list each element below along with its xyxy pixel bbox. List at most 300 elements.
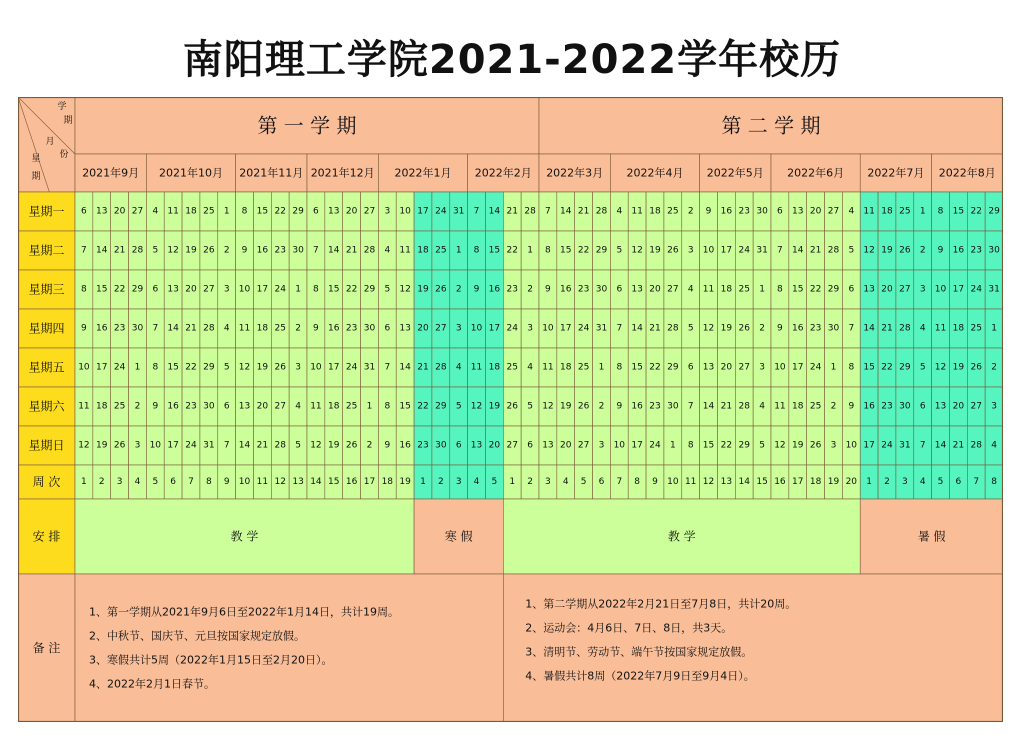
day-number: 10 bbox=[934, 284, 947, 295]
day-number: 29 bbox=[131, 284, 144, 295]
day-number: 15 bbox=[328, 284, 340, 295]
week-number: 17 bbox=[792, 477, 804, 487]
day-number: 27 bbox=[435, 323, 447, 334]
day-number: 30 bbox=[292, 245, 304, 256]
week-number: 1 bbox=[81, 477, 87, 487]
week-number: 4 bbox=[134, 477, 141, 487]
day-number: 2 bbox=[830, 401, 837, 412]
week-number: 3 bbox=[545, 477, 551, 487]
day-number: 12 bbox=[310, 440, 322, 451]
day-number: 10 bbox=[238, 284, 251, 295]
day-number: 28 bbox=[524, 206, 536, 217]
day-number: 22 bbox=[417, 401, 429, 412]
day-number: 15 bbox=[792, 284, 804, 295]
week-number: 19 bbox=[827, 477, 840, 487]
day-number: 29 bbox=[435, 401, 447, 412]
schedule-label-teaching: 教 学 bbox=[230, 529, 259, 544]
day-number: 12 bbox=[631, 245, 643, 256]
day-number: 9 bbox=[777, 323, 783, 334]
day-number: 23 bbox=[970, 245, 982, 256]
day-number: 7 bbox=[384, 362, 391, 373]
day-number: 23 bbox=[506, 284, 518, 295]
day-number: 7 bbox=[81, 245, 87, 256]
day-number: 1 bbox=[669, 440, 676, 451]
day-number: 25 bbox=[113, 401, 126, 412]
day-number: 1 bbox=[295, 284, 301, 295]
day-number: 16 bbox=[167, 401, 179, 412]
page-title: 南阳理工学院2021-2022学年校历 bbox=[182, 37, 842, 83]
day-number: 19 bbox=[560, 401, 572, 412]
day-number: 9 bbox=[848, 401, 855, 412]
day-number: 15 bbox=[256, 206, 269, 217]
day-number: 26 bbox=[667, 245, 679, 256]
week-number: 3 bbox=[455, 477, 462, 487]
day-number: 9 bbox=[616, 401, 623, 412]
month-label: 2022年1月 bbox=[394, 166, 452, 180]
note-left-line: 1、第一学期从2021年9月6日至2022年1月14日，共计19周。 bbox=[89, 605, 399, 619]
corner-month-label-2: 份 bbox=[59, 150, 69, 160]
day-number: 13 bbox=[399, 323, 411, 334]
week-number: 13 bbox=[720, 477, 733, 487]
day-number: 14 bbox=[702, 401, 715, 412]
day-number: 3 bbox=[384, 206, 391, 217]
day-number: 30 bbox=[595, 284, 608, 295]
day-number: 25 bbox=[435, 245, 447, 256]
day-number: 17 bbox=[720, 245, 733, 256]
day-number: 20 bbox=[809, 206, 822, 217]
day-number: 23 bbox=[649, 401, 661, 412]
day-number: 11 bbox=[863, 206, 875, 217]
day-number: 3 bbox=[455, 323, 462, 334]
day-number: 26 bbox=[809, 440, 822, 451]
day-number: 2 bbox=[991, 362, 997, 373]
day-number: 2 bbox=[295, 323, 301, 334]
week-number: 1 bbox=[420, 477, 426, 487]
day-number: 15 bbox=[167, 362, 179, 373]
corner-semester-label: 学 bbox=[57, 102, 67, 112]
note-right-line: 2、运动会：4月6日、7日、8日，共3天。 bbox=[525, 621, 733, 635]
day-number: 13 bbox=[863, 284, 875, 295]
day-number: 6 bbox=[313, 206, 319, 217]
day-number: 1 bbox=[598, 362, 605, 373]
week-number: 7 bbox=[188, 477, 194, 487]
day-number: 24 bbox=[506, 323, 518, 334]
day-number: 12 bbox=[399, 284, 411, 295]
day-number: 3 bbox=[919, 284, 926, 295]
weekday-label: 星期四 bbox=[28, 321, 65, 336]
day-number: 19 bbox=[256, 362, 269, 373]
day-number: 19 bbox=[328, 440, 340, 451]
day-number: 16 bbox=[863, 401, 875, 412]
day-number: 11 bbox=[542, 362, 554, 373]
day-number: 24 bbox=[274, 284, 286, 295]
day-number: 6 bbox=[527, 440, 533, 451]
day-number: 16 bbox=[631, 401, 643, 412]
note-right-line: 4、暑假共计8周（2022年7月9日至9月4日）。 bbox=[525, 669, 755, 683]
day-number: 30 bbox=[988, 245, 1000, 256]
day-number: 25 bbox=[809, 401, 822, 412]
day-number: 10 bbox=[542, 323, 554, 334]
day-number: 18 bbox=[328, 401, 340, 412]
month-label: 2022年6月 bbox=[787, 166, 845, 180]
weekday-label: 星期三 bbox=[28, 282, 65, 297]
day-number: 26 bbox=[203, 245, 215, 256]
week-number: 4 bbox=[473, 477, 480, 487]
month-label: 2021年12月 bbox=[310, 166, 375, 180]
day-number: 5 bbox=[455, 401, 462, 412]
week-number: 12 bbox=[274, 477, 286, 487]
semester-1-title: 第 一 学 期 bbox=[257, 113, 357, 138]
day-number: 28 bbox=[274, 440, 286, 451]
week-number: 2 bbox=[437, 477, 444, 487]
day-number: 2 bbox=[759, 323, 765, 334]
day-number: 11 bbox=[702, 284, 715, 295]
day-number: 4 bbox=[848, 206, 855, 217]
day-number: 16 bbox=[96, 323, 108, 334]
day-number: 26 bbox=[970, 362, 982, 373]
day-number: 6 bbox=[223, 401, 230, 412]
day-number: 26 bbox=[506, 401, 518, 412]
day-number: 17 bbox=[417, 206, 429, 217]
day-number: 4 bbox=[455, 362, 462, 373]
day-number: 2 bbox=[919, 245, 926, 256]
day-number: 15 bbox=[952, 206, 965, 217]
day-number: 4 bbox=[295, 401, 301, 412]
week-number: 8 bbox=[205, 477, 212, 487]
day-number: 20 bbox=[488, 440, 501, 451]
day-number: 26 bbox=[274, 362, 286, 373]
day-number: 28 bbox=[203, 323, 215, 334]
day-number: 24 bbox=[649, 440, 661, 451]
day-number: 14 bbox=[934, 440, 947, 451]
day-number: 25 bbox=[667, 206, 679, 217]
day-number: 27 bbox=[274, 401, 286, 412]
day-number: 13 bbox=[238, 401, 251, 412]
weekday-label: 星期六 bbox=[28, 399, 65, 414]
day-number: 30 bbox=[667, 401, 679, 412]
day-number: 10 bbox=[774, 362, 786, 373]
day-number: 24 bbox=[738, 245, 750, 256]
day-number: 21 bbox=[506, 206, 518, 217]
day-number: 2 bbox=[527, 284, 533, 295]
day-number: 19 bbox=[792, 440, 804, 451]
day-number: 26 bbox=[113, 440, 126, 451]
day-number: 13 bbox=[96, 206, 108, 217]
day-number: 7 bbox=[848, 323, 855, 334]
day-number: 12 bbox=[702, 323, 715, 334]
day-number: 10 bbox=[845, 440, 858, 451]
day-number: 28 bbox=[738, 401, 750, 412]
month-label: 2021年11月 bbox=[239, 166, 304, 180]
week-number: 14 bbox=[738, 477, 750, 487]
day-number: 31 bbox=[203, 440, 215, 451]
day-number: 30 bbox=[435, 440, 447, 451]
day-number: 22 bbox=[506, 245, 518, 256]
weekday-label: 星期五 bbox=[28, 360, 65, 375]
day-number: 19 bbox=[720, 323, 733, 334]
day-number: 9 bbox=[473, 284, 480, 295]
day-number: 30 bbox=[899, 401, 911, 412]
day-number: 21 bbox=[113, 245, 126, 256]
day-number: 27 bbox=[577, 440, 590, 451]
notes-label: 备 注 bbox=[32, 641, 61, 655]
week-number: 7 bbox=[616, 477, 623, 487]
day-number: 19 bbox=[488, 401, 501, 412]
day-number: 20 bbox=[649, 284, 661, 295]
day-number: 13 bbox=[470, 440, 483, 451]
day-number: 6 bbox=[777, 206, 783, 217]
day-number: 22 bbox=[113, 284, 126, 295]
note-right-line: 1、第二学期从2022年2月21日至7月8日，共计20周。 bbox=[525, 597, 797, 611]
week-number: 4 bbox=[562, 477, 569, 487]
day-number: 14 bbox=[560, 206, 572, 217]
day-number: 31 bbox=[899, 440, 911, 451]
corner-week-label-2: 期 bbox=[31, 172, 41, 182]
day-number: 1 bbox=[455, 245, 462, 256]
month-label: 2022年4月 bbox=[626, 166, 684, 180]
day-number: 16 bbox=[488, 284, 501, 295]
day-number: 18 bbox=[649, 206, 661, 217]
day-number: 1 bbox=[134, 362, 141, 373]
day-number: 15 bbox=[863, 362, 875, 373]
week-number: 5 bbox=[937, 477, 944, 487]
day-number: 18 bbox=[488, 362, 501, 373]
day-number: 25 bbox=[970, 323, 982, 334]
week-number: 6 bbox=[170, 477, 177, 487]
day-number: 20 bbox=[417, 323, 429, 334]
day-number: 18 bbox=[952, 323, 965, 334]
day-number: 13 bbox=[167, 284, 179, 295]
day-number: 29 bbox=[988, 206, 1000, 217]
week-number: 3 bbox=[901, 477, 908, 487]
day-number: 17 bbox=[96, 362, 108, 373]
day-number: 25 bbox=[274, 323, 286, 334]
day-number: 11 bbox=[631, 206, 643, 217]
day-number: 19 bbox=[185, 245, 197, 256]
schedule-label-teaching: 教 学 bbox=[667, 529, 696, 544]
day-number: 20 bbox=[881, 284, 893, 295]
day-number: 4 bbox=[919, 323, 926, 334]
day-number: 16 bbox=[328, 323, 340, 334]
day-number: 20 bbox=[720, 362, 733, 373]
day-number: 29 bbox=[738, 440, 750, 451]
schedule-label-holiday: 寒 假 bbox=[444, 529, 473, 544]
day-number: 27 bbox=[899, 284, 911, 295]
day-number: 18 bbox=[881, 206, 893, 217]
day-number: 27 bbox=[738, 362, 750, 373]
day-number: 9 bbox=[545, 284, 551, 295]
day-number: 26 bbox=[899, 245, 911, 256]
week-number: 18 bbox=[809, 477, 822, 487]
day-number: 1 bbox=[366, 401, 373, 412]
month-label: 2021年9月 bbox=[82, 166, 140, 180]
day-number: 25 bbox=[203, 206, 215, 217]
day-number: 11 bbox=[470, 362, 483, 373]
day-number: 27 bbox=[506, 440, 518, 451]
day-number: 6 bbox=[455, 440, 462, 451]
day-number: 3 bbox=[223, 284, 230, 295]
day-number: 21 bbox=[649, 323, 661, 334]
day-number: 3 bbox=[830, 440, 837, 451]
day-number: 24 bbox=[435, 206, 447, 217]
day-number: 28 bbox=[667, 323, 679, 334]
day-number: 3 bbox=[598, 440, 605, 451]
day-number: 1 bbox=[759, 284, 765, 295]
day-number: 25 bbox=[577, 362, 590, 373]
week-number: 5 bbox=[580, 477, 587, 487]
day-number: 11 bbox=[78, 401, 90, 412]
day-number: 18 bbox=[560, 362, 572, 373]
day-number: 18 bbox=[720, 284, 733, 295]
day-number: 14 bbox=[167, 323, 179, 334]
month-label: 2021年10月 bbox=[159, 166, 223, 180]
day-number: 22 bbox=[274, 206, 286, 217]
day-number: 31 bbox=[363, 362, 376, 373]
day-number: 16 bbox=[399, 440, 411, 451]
day-number: 17 bbox=[488, 323, 501, 334]
day-number: 14 bbox=[96, 245, 108, 256]
day-number: 5 bbox=[223, 362, 230, 373]
day-number: 21 bbox=[256, 440, 269, 451]
day-number: 10 bbox=[613, 440, 626, 451]
day-number: 2 bbox=[687, 206, 694, 217]
day-number: 3 bbox=[991, 401, 997, 412]
weekday-label: 星期二 bbox=[28, 243, 65, 258]
week-number: 16 bbox=[345, 477, 358, 487]
day-number: 10 bbox=[78, 362, 90, 373]
day-number: 2 bbox=[223, 245, 230, 256]
day-number: 29 bbox=[292, 206, 304, 217]
day-number: 4 bbox=[687, 284, 694, 295]
day-number: 1 bbox=[991, 323, 997, 334]
day-number: 8 bbox=[848, 362, 855, 373]
day-number: 21 bbox=[720, 401, 733, 412]
day-number: 5 bbox=[152, 245, 159, 256]
day-number: 14 bbox=[328, 245, 340, 256]
day-number: 28 bbox=[827, 245, 840, 256]
day-number: 17 bbox=[328, 362, 340, 373]
day-number: 24 bbox=[881, 440, 893, 451]
day-number: 7 bbox=[313, 245, 319, 256]
day-number: 9 bbox=[384, 440, 391, 451]
day-number: 30 bbox=[756, 206, 768, 217]
week-number: 3 bbox=[116, 477, 123, 487]
day-number: 21 bbox=[881, 323, 893, 334]
week-number: 8 bbox=[634, 477, 641, 487]
week-number: 16 bbox=[774, 477, 786, 487]
day-number: 23 bbox=[417, 440, 429, 451]
day-number: 8 bbox=[152, 362, 159, 373]
day-number: 3 bbox=[527, 323, 533, 334]
day-number: 12 bbox=[934, 362, 947, 373]
day-number: 6 bbox=[81, 206, 87, 217]
day-number: 3 bbox=[687, 245, 694, 256]
week-number-label: 周 次 bbox=[32, 475, 61, 489]
day-number: 4 bbox=[527, 362, 533, 373]
day-number: 30 bbox=[203, 401, 215, 412]
day-number: 14 bbox=[631, 323, 643, 334]
day-number: 20 bbox=[560, 440, 572, 451]
week-number: 10 bbox=[667, 477, 679, 487]
day-number: 17 bbox=[631, 440, 643, 451]
month-label: 2022年7月 bbox=[867, 166, 925, 180]
day-number: 25 bbox=[506, 362, 518, 373]
day-number: 9 bbox=[937, 245, 944, 256]
day-number: 24 bbox=[345, 362, 358, 373]
day-number: 25 bbox=[345, 401, 358, 412]
week-number: 13 bbox=[292, 477, 304, 487]
day-number: 1 bbox=[830, 362, 837, 373]
day-number: 11 bbox=[934, 323, 947, 334]
day-number: 23 bbox=[185, 401, 197, 412]
day-number: 26 bbox=[738, 323, 750, 334]
month-label: 2022年5月 bbox=[706, 166, 764, 180]
week-number: 15 bbox=[328, 477, 340, 487]
day-number: 4 bbox=[759, 401, 765, 412]
day-number: 12 bbox=[167, 245, 179, 256]
day-number: 22 bbox=[881, 362, 893, 373]
day-number: 10 bbox=[310, 362, 322, 373]
day-number: 29 bbox=[899, 362, 911, 373]
day-number: 18 bbox=[792, 401, 804, 412]
day-number: 21 bbox=[809, 245, 822, 256]
day-number: 16 bbox=[952, 245, 965, 256]
day-number: 16 bbox=[720, 206, 733, 217]
note-left-line: 2、中秋节、国庆节、元旦按国家规定放假。 bbox=[89, 629, 305, 643]
day-number: 11 bbox=[167, 206, 179, 217]
day-number: 16 bbox=[560, 284, 572, 295]
day-number: 14 bbox=[238, 440, 251, 451]
day-number: 5 bbox=[527, 401, 533, 412]
day-number: 13 bbox=[631, 284, 643, 295]
day-number: 8 bbox=[687, 440, 694, 451]
day-number: 24 bbox=[970, 284, 982, 295]
day-number: 29 bbox=[203, 362, 215, 373]
weekday-label: 星期一 bbox=[28, 204, 65, 219]
day-number: 9 bbox=[81, 323, 87, 334]
day-number: 22 bbox=[720, 440, 733, 451]
month-label: 2022年8月 bbox=[938, 166, 996, 180]
week-number: 15 bbox=[756, 477, 768, 487]
day-number: 22 bbox=[185, 362, 197, 373]
day-number: 14 bbox=[488, 206, 501, 217]
day-number: 15 bbox=[560, 245, 572, 256]
day-number: 8 bbox=[777, 284, 783, 295]
day-number: 27 bbox=[827, 206, 840, 217]
day-number: 23 bbox=[274, 245, 286, 256]
day-number: 8 bbox=[81, 284, 87, 295]
day-number: 28 bbox=[970, 440, 982, 451]
day-number: 5 bbox=[384, 284, 391, 295]
day-number: 7 bbox=[777, 245, 783, 256]
day-number: 27 bbox=[970, 401, 982, 412]
week-number: 9 bbox=[223, 477, 230, 487]
day-number: 11 bbox=[399, 245, 411, 256]
day-number: 26 bbox=[577, 401, 590, 412]
day-number: 27 bbox=[667, 284, 679, 295]
week-number: 8 bbox=[991, 477, 997, 487]
week-number: 6 bbox=[598, 477, 605, 487]
day-number: 12 bbox=[774, 440, 786, 451]
day-number: 19 bbox=[952, 362, 965, 373]
day-number: 25 bbox=[899, 206, 911, 217]
day-number: 29 bbox=[595, 245, 608, 256]
day-number: 11 bbox=[310, 401, 322, 412]
day-number: 8 bbox=[241, 206, 248, 217]
day-number: 20 bbox=[952, 401, 965, 412]
week-number: 1 bbox=[866, 477, 873, 487]
day-number: 26 bbox=[345, 440, 358, 451]
